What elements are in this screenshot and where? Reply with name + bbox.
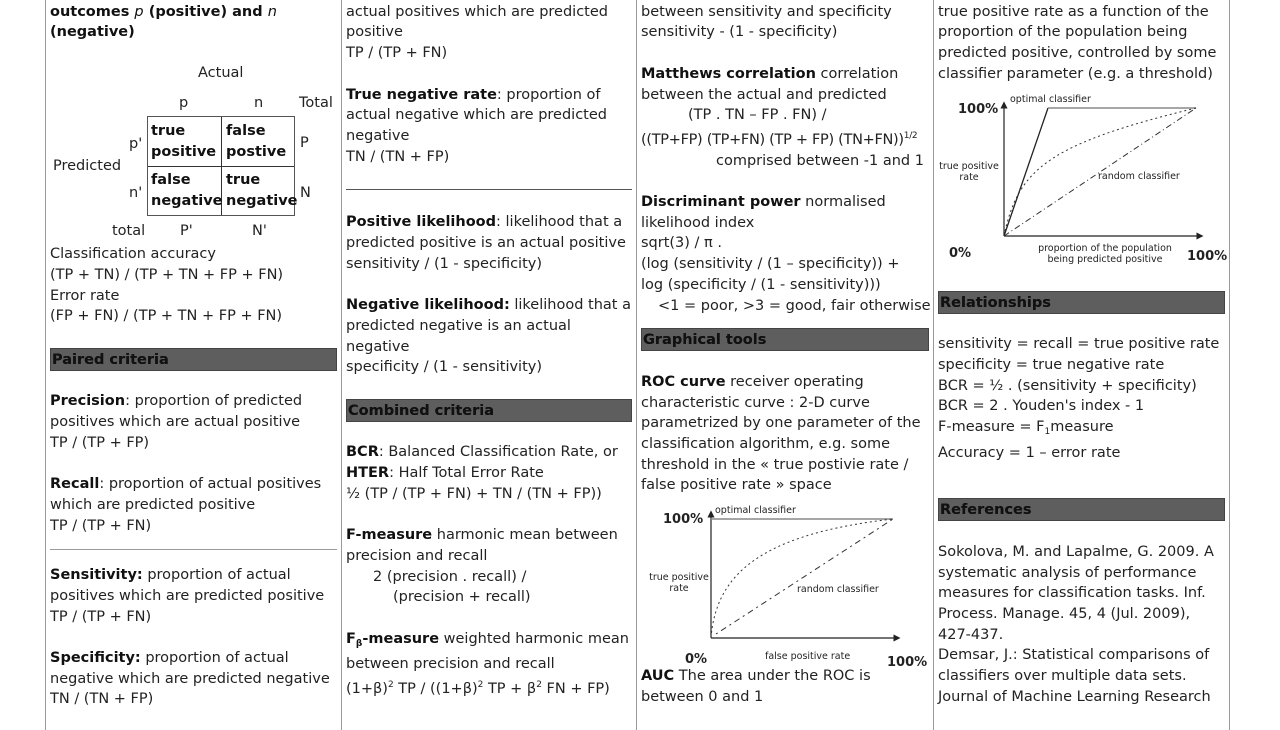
cell-line: postive	[226, 143, 287, 160]
fmeasure-definition	[346, 525, 632, 546]
section-header-combined-criteria: Combined criteria	[346, 399, 632, 422]
def-text: actual negative which are predicted	[346, 107, 607, 124]
nlr-term: Negative likelihood:	[346, 297, 510, 314]
lift-chart-plot	[938, 99, 1228, 295]
def-text: which are predicted positive	[50, 496, 256, 513]
def-text: : proportion of actual positives	[99, 476, 322, 493]
reference-line: measures for classification tasks. Inf.	[938, 585, 1206, 602]
def-text: predicted positive, controlled by some	[938, 45, 1217, 62]
column-rates-and-combined	[341, 0, 637, 730]
mcc-range: comprised between -1 and 1	[716, 152, 924, 169]
cell-line: true	[151, 123, 186, 140]
fmeasure-formula: 2 (precision . recall) /	[373, 568, 527, 585]
def-text: : proportion of	[496, 86, 601, 103]
def-text: negative	[346, 338, 410, 355]
section-header-references: References	[938, 498, 1225, 521]
predicted-label: Predicted	[53, 158, 122, 175]
random-classifier-label: random classifier	[797, 584, 879, 596]
def-text: between 0 and 1	[641, 688, 764, 705]
matrix-grid	[147, 116, 298, 216]
relationship-item: specificity = true negative rate	[938, 356, 1165, 373]
cell-line: negative	[226, 192, 298, 209]
def-text: proportion of the population being	[938, 24, 1188, 41]
subscript: 1	[1044, 427, 1051, 438]
formula-part: FN + FP)	[541, 681, 610, 697]
superscript: 2	[387, 680, 394, 690]
total-N-prime: N'	[252, 223, 267, 240]
cell-line: false	[226, 123, 266, 140]
matrix-title-line2: (negative)	[50, 24, 135, 41]
text-part: F-measure = F	[938, 419, 1045, 436]
title-text: outcomes	[50, 3, 130, 20]
def-text: between precision and recall	[346, 656, 555, 673]
x-axis-label: false positive rate	[765, 651, 851, 663]
def-text: precision and recall	[346, 547, 488, 564]
plr-definition	[346, 212, 632, 233]
row-p-label: p'	[129, 136, 143, 153]
formula-part: (1+β)	[346, 681, 388, 697]
x-axis-max-label: 100%	[1187, 248, 1228, 264]
cell-false-positive	[226, 121, 286, 162]
reference-line: Sokolova, M. and Lapalme, G. 2009. A	[938, 543, 1214, 560]
beta-subscript: β	[355, 638, 363, 649]
grid-divider	[148, 166, 294, 167]
divider	[50, 549, 337, 550]
superscript: 1/2	[903, 130, 918, 141]
col-n-label: n	[254, 95, 264, 112]
matrix-title	[50, 2, 337, 23]
column-lift-relationships-references	[933, 0, 1230, 730]
reference-line: Demsar, J.: Statistical comparisons of	[938, 647, 1210, 664]
label-line: proportion of the population	[1038, 242, 1172, 254]
optimal-classifier-label: optimal classifier	[1010, 93, 1091, 105]
fbeta-formula	[346, 675, 632, 700]
def-text: The area under the ROC is	[674, 668, 871, 685]
cell-false-negative	[151, 170, 223, 211]
def-text: between the actual and predicted	[641, 86, 887, 103]
dp-definition	[641, 192, 929, 213]
random-classifier-label: random classifier	[1098, 170, 1180, 182]
tnr-term: True negative rate	[346, 86, 497, 103]
sensitivity-formula: TP / (TP + FN)	[50, 608, 152, 625]
def-text: negative	[346, 127, 410, 144]
def-text: : likelihood that a	[496, 214, 623, 231]
y-axis-label	[938, 161, 1000, 183]
sensitivity-definition	[50, 565, 337, 586]
error-rate-formula: (FP + FN) / (TP + TN + FP + FN)	[50, 308, 283, 325]
recall-formula: TP / (TP + FN)	[50, 517, 152, 534]
formula-part: TP / ((1+β)	[393, 681, 478, 697]
specificity-definition	[50, 648, 337, 669]
nlr-formula: specificity / (1 - sensitivity)	[346, 359, 543, 376]
title-p: p	[134, 3, 144, 20]
roc-curve-chart	[641, 504, 929, 674]
relationship-item: Accuracy = 1 – error rate	[938, 444, 1121, 461]
cell-line: true	[226, 172, 261, 189]
hter-definition	[346, 463, 632, 484]
cell-line: false	[151, 172, 191, 189]
def-text: true positive rate as a function of the	[938, 3, 1209, 20]
superscript: 2	[477, 680, 484, 690]
dp-formula: log (specificity / (1 - sensitivity)))	[641, 276, 881, 293]
specificity-term: Specificity:	[50, 650, 141, 666]
precision-definition	[50, 391, 337, 412]
dp-formula: sqrt(3) / π .	[641, 235, 722, 252]
def-text: proportion of actual	[142, 567, 291, 584]
def-text: threshold in the « true postivie rate /	[641, 456, 909, 473]
divider	[346, 189, 632, 190]
reference-line: Journal of Machine Learning Research	[938, 688, 1211, 705]
row-n-label: n'	[129, 185, 143, 202]
column-confusion-matrix	[45, 0, 342, 730]
col-p-label: p	[179, 95, 189, 112]
def-text: classification algorithm, e.g. some	[641, 436, 891, 453]
hter-term: HTER	[346, 465, 390, 481]
optimal-classifier-label: optimal classifier	[715, 505, 796, 517]
precision-term: Precision	[50, 393, 126, 410]
x-axis-label	[1030, 243, 1180, 265]
term-part: F	[346, 630, 356, 647]
mcc-term: Matthews correlation	[641, 65, 816, 82]
def-text: proportion of actual	[140, 650, 289, 666]
tnr-definition	[346, 85, 632, 106]
def-text: : Balanced Classification Rate, or	[378, 444, 618, 461]
confusion-matrix	[50, 43, 337, 240]
precision-formula: TP / (TP + FP)	[50, 434, 150, 451]
def-text: likelihood index	[641, 214, 755, 231]
section-header-paired-criteria: Paired criteria	[50, 348, 337, 371]
roc-definition	[641, 372, 929, 393]
relationship-item: BCR = ½ . (sensitivity + specificity)	[938, 377, 1197, 394]
label-line: being predicted positive	[1047, 253, 1163, 265]
term-part: -measure	[362, 630, 440, 647]
def-text: between sensitivity and specificity	[641, 3, 892, 20]
def-text: positives which are predicted positive	[50, 587, 325, 604]
title-text: (positive) and	[148, 3, 263, 20]
accuracy-label: Classification accuracy	[50, 246, 216, 263]
roc-term: ROC curve	[641, 373, 726, 390]
reference-line: Process. Manage. 45, 4 (Jul. 2009),	[938, 605, 1191, 622]
label-line: true positive	[939, 160, 999, 172]
reference-line: 427-437.	[938, 626, 1004, 643]
label-line: true positive	[649, 572, 709, 584]
cell-true-positive	[151, 121, 216, 162]
superscript: 2	[536, 680, 542, 690]
plr-term: Positive likelihood	[346, 214, 497, 231]
def-text: predicted negative is an actual	[346, 317, 571, 334]
relationship-item: BCR = 2 . Youden's index - 1	[938, 398, 1145, 415]
def-text: parametrized by one parameter of the	[641, 415, 921, 432]
total-label: total	[112, 223, 146, 240]
bcr-formula: ½ (TP / (TP + FN) + TN / (TN + FP))	[346, 485, 602, 502]
def-text: negative which are predicted negative	[50, 670, 330, 687]
origin-label: 0%	[685, 652, 708, 668]
y-axis-max-label: 100%	[958, 101, 999, 117]
dp-formula: (log (sensitivity / (1 – specificity)) +	[641, 256, 900, 273]
relationship-item	[938, 417, 1225, 443]
label-line: rate	[959, 171, 979, 183]
section-header-graphical-tools: Graphical tools	[641, 328, 929, 351]
def-text: : proportion of predicted	[125, 393, 303, 410]
text-part: measure	[1050, 419, 1114, 436]
error-rate-label: Error rate	[50, 287, 120, 304]
specificity-formula: TN / (TN + FP)	[50, 691, 154, 708]
cell-line: negative	[151, 192, 223, 209]
lift-chart	[938, 93, 1228, 295]
youden-formula: sensitivity - (1 - specificity)	[641, 24, 838, 41]
tpr-formula: TP / (TP + FN)	[346, 45, 448, 62]
tnr-formula: TN / (TN + FP)	[346, 148, 450, 165]
def-text: normalised	[800, 194, 886, 210]
def-text: likelihood that a	[509, 297, 631, 314]
actual-label: Actual	[198, 65, 244, 82]
def-text: actual positives which are predicted	[346, 3, 608, 20]
formula-part: ((TP+FP) (TP+FN) (TP + FP) (TN+FN))	[641, 131, 904, 148]
def-text: : Half Total Error Rate	[389, 465, 544, 481]
bcr-term: BCR	[346, 444, 379, 461]
def-text: classifier parameter (e.g. a threshold)	[938, 65, 1213, 82]
recall-definition	[50, 474, 337, 495]
mcc-formula: (TP . TN – FP . FN) /	[688, 107, 827, 124]
reference-line: systematic analysis of performance	[938, 564, 1197, 581]
def-text: characteristic curve : 2-D curve	[641, 394, 870, 411]
plr-formula: sensitivity / (1 - specificity)	[346, 255, 543, 272]
bcr-definition	[346, 442, 632, 463]
auc-term: AUC	[641, 668, 675, 685]
section-header-relationships: Relationships	[938, 291, 1225, 314]
def-text: positive	[346, 24, 403, 41]
recall-term: Recall	[50, 476, 100, 493]
def-text: weighted harmonic mean	[439, 630, 629, 647]
origin-label: 0%	[949, 245, 972, 261]
def-text: correlation	[815, 65, 899, 82]
x-axis-max-label: 100%	[887, 655, 928, 671]
title-n: n	[267, 3, 277, 20]
cell-true-negative	[226, 170, 298, 211]
def-text: predicted positive is an actual positive	[346, 235, 626, 252]
mcc-definition	[641, 64, 929, 85]
nlr-definition	[346, 295, 632, 316]
dp-scale: <1 = poor, >3 = good, fair otherwise	[658, 297, 931, 314]
fbeta-term	[346, 631, 439, 647]
formula-part: TP + β	[483, 681, 537, 697]
fmeasure-formula: (precision + recall)	[393, 589, 531, 606]
def-text: receiver operating	[725, 373, 864, 390]
reference-line: classifiers over multiple data sets.	[938, 668, 1187, 685]
dp-term: Discriminant power	[641, 194, 801, 210]
relationship-item: sensitivity = recall = true positive rate	[938, 336, 1220, 353]
accuracy-formula: (TP + TN) / (TP + TN + FP + FN)	[50, 266, 284, 283]
def-text: false positive rate » space	[641, 477, 832, 494]
col-total-label: Total	[299, 95, 333, 112]
label-line: rate	[669, 583, 689, 595]
y-axis-max-label: 100%	[663, 512, 704, 528]
cell-line: positive	[151, 143, 217, 160]
row-total-N: N	[300, 185, 311, 202]
def-text: harmonic mean between	[432, 527, 618, 544]
fbeta-definition	[346, 629, 632, 655]
row-total-P: P	[300, 135, 309, 152]
column-combined-and-graphical	[636, 0, 934, 730]
fmeasure-term: F-measure	[346, 527, 433, 544]
sensitivity-term: Sensitivity:	[50, 567, 143, 584]
total-P-prime: P'	[180, 223, 193, 240]
def-text: positives which are actual positive	[50, 414, 301, 430]
y-axis-label	[649, 572, 709, 594]
mcc-formula	[641, 126, 929, 151]
